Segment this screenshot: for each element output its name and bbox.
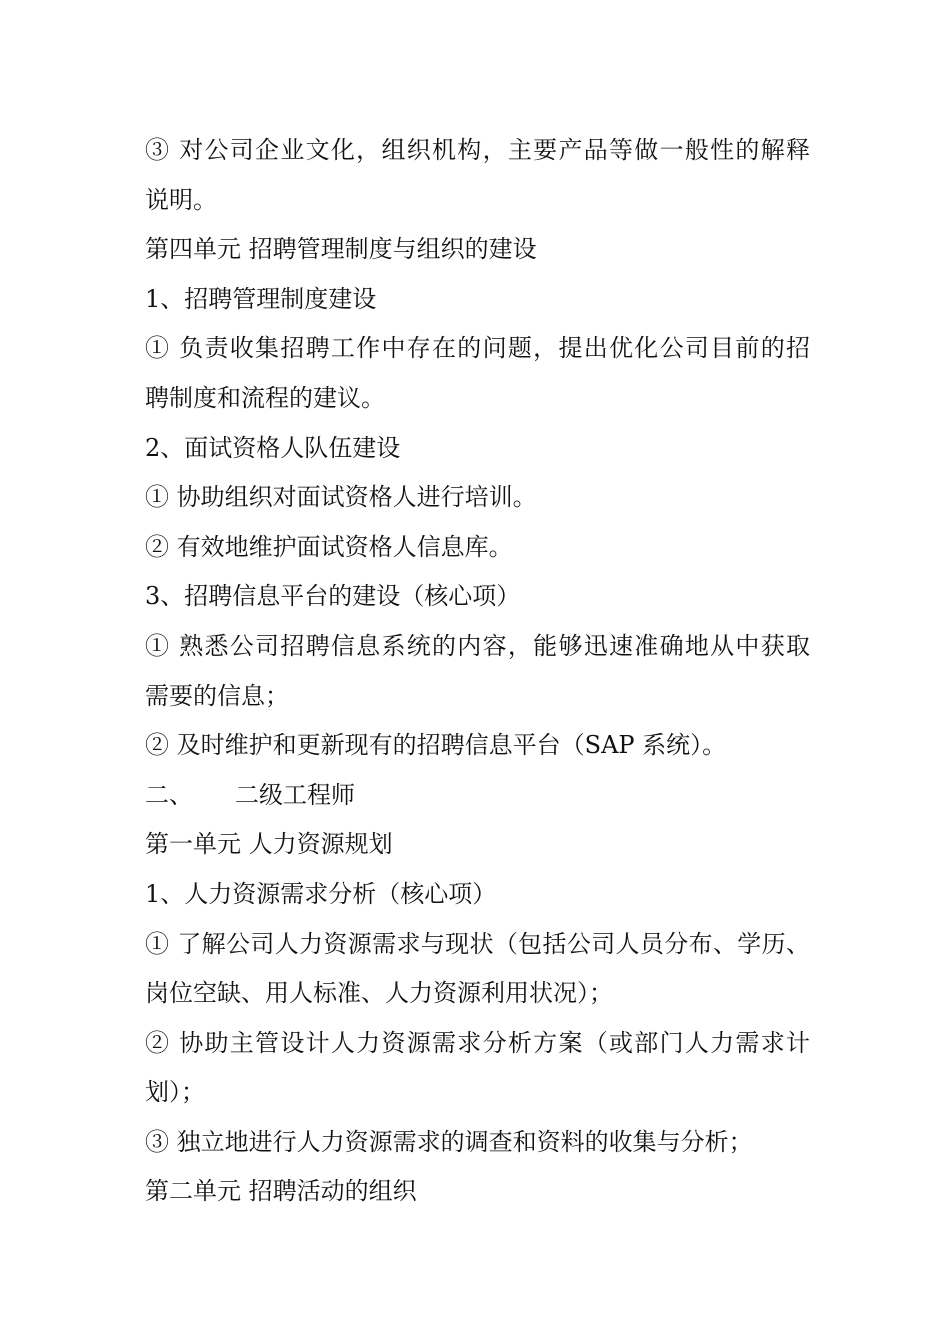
paragraph-line: ① 负责收集招聘工作中存在的问题，提出优化公司目前的招 — [145, 334, 810, 363]
section-heading: 第四单元 招聘管理制度与组织的建设 — [145, 235, 537, 264]
paragraph-line: 岗位空缺、用人标准、人力资源利用状况）； — [145, 979, 613, 1008]
level-heading-number: 二、 — [145, 780, 193, 809]
section-heading: 第一单元 人力资源规划 — [145, 830, 393, 859]
paragraph-line: ① 熟悉公司招聘信息系统的内容，能够迅速准确地从中获取 — [145, 631, 810, 660]
subsection-heading: 3、招聘信息平台的建设（核心项） — [145, 582, 521, 611]
paragraph-line: ③ 独立地进行人力资源需求的调查和资料的收集与分析； — [145, 1127, 753, 1156]
paragraph-line: ① 协助组织对面试资格人进行培训。 — [145, 483, 537, 512]
paragraph-line: ③ 对公司企业文化，组织机构，主要产品等做一般性的解释 — [145, 136, 810, 164]
paragraph-line: 聘制度和流程的建议。 — [145, 383, 385, 412]
level-heading-title: 二级工程师 — [235, 780, 355, 809]
paragraph-line: 需要的信息； — [145, 681, 289, 710]
subsection-heading: 2、面试资格人队伍建设 — [145, 433, 401, 462]
paragraph-line: 说明。 — [145, 185, 217, 214]
subsection-heading: 1、招聘管理制度建设 — [145, 284, 377, 313]
level-heading — [145, 771, 810, 821]
document-body — [145, 126, 810, 1217]
paragraph-line: 划）； — [145, 1078, 205, 1107]
paragraph-line: ② 及时维护和更新现有的招聘信息平台（SAP 系统）。 — [145, 731, 727, 760]
paragraph-line: ① 了解公司人力资源需求与现状（包括公司人员分布、学历、 — [145, 929, 810, 958]
section-heading: 第二单元 招聘活动的组织 — [145, 1177, 417, 1206]
subsection-heading: 1、人力资源需求分析（核心项） — [145, 879, 497, 908]
paragraph-line: ② 有效地维护面试资格人信息库。 — [145, 532, 513, 561]
paragraph-line: ② 协助主管设计人力资源需求分析方案（或部门人力需求计 — [145, 1028, 810, 1057]
